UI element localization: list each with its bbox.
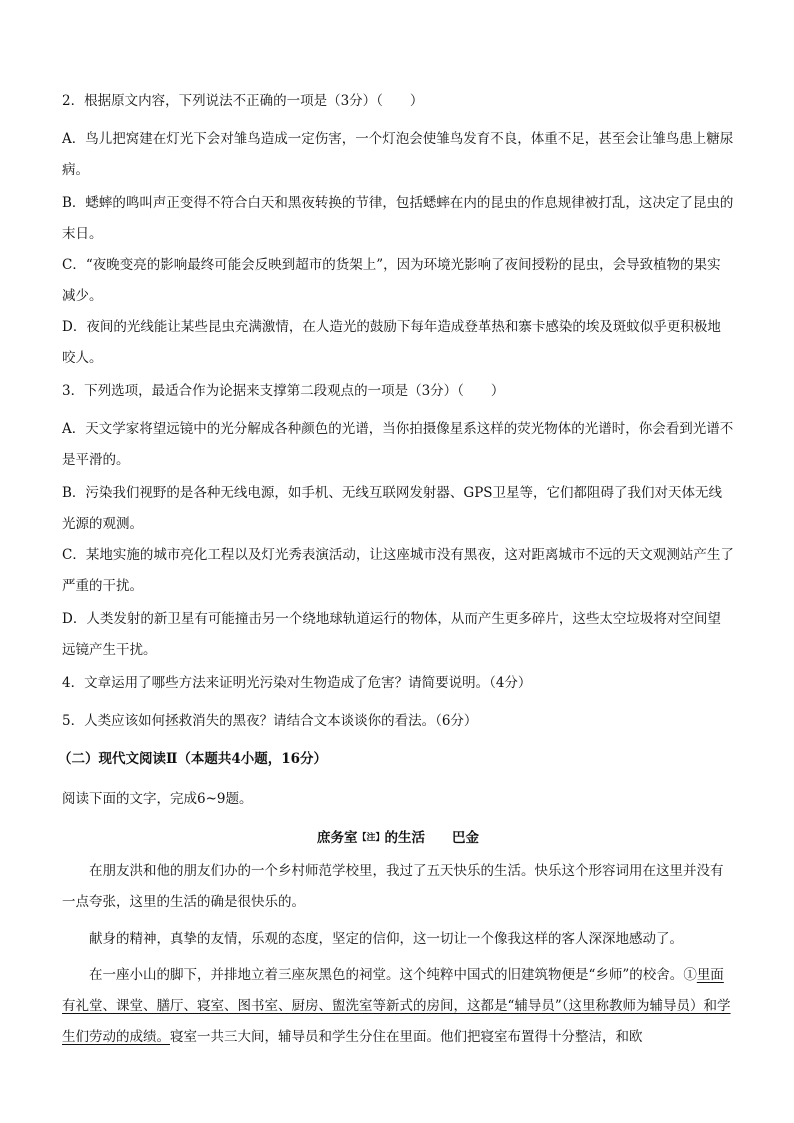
question-2-option-a: A．鸟儿把窝建在灯光下会对雏鸟造成一定伤害，一个灯泡会使雏鸟发育不良，体重不足，甚至会让雏鸟患上糖尿病。 [62,131,734,178]
question-2-option-d: D．夜间的光线能让某些昆虫充满激情，在人造光的鼓励下每年造成登革热和寨卡感染的埃及斑蚊似乎更积极地咬人。 [62,319,721,366]
article-paragraph-3 [62,960,734,1053]
question-3-option-d: D．人类发射的新卫星有可能撞击另一个绕地球轨道运行的物体，从而产生更多碎片，这些太空垃圾将对空间望远镜产生干扰。 [62,611,721,658]
title-footnote-marker: 【注】 [357,833,385,843]
article-title-line [62,823,734,854]
question-3-option-a: A．天文学家将望远镜中的光分解成各种颜色的光谱，当你拍摄像星系这样的荧光物体的光谱时，你会看到光谱不是平滑的。 [62,421,734,468]
paragraph-3-start: 在一座小山的脚下，并排地立着三座灰黑色的祠堂。这个纯粹中国式的旧建筑物便是“乡师”的校舍。 [89,967,684,983]
question-3-option-c: C．某地实施的城市亮化工程以及灯光秀表演活动，让这座城市没有黑夜，这对距离城市不远的天文观测站产生了严重的干扰。 [62,547,734,594]
paragraph-3-end: 寝室一共三大间，辅导员和学生分住在里面。他们把寝室布置得十分整洁，和欧 [170,1029,643,1045]
question-3-option-b: B．污染我们视野的是各种无线电源，如手机、无线互联网发射器、GPS卫星等，它们都阻碍了我们对天体无线光源的观测。 [62,485,723,532]
article-paragraph-2: 献身的精神，真挚的友情，乐观的态度，坚定的信仰，这一切让一个像我这样的客人深深地感动了。 [89,931,683,947]
article-title: 庶务室 [316,830,358,846]
sentence-marker-1: ① [683,967,697,983]
question-2-option-b: B．蟋蟀的鸣叫声正变得不符合白天和黑夜转换的节律，包括蟋蟀在内的昆虫的作息规律被打乱，这决定了昆虫的末日。 [62,195,734,242]
question-5: 5．人类应该如何拯救消失的黑夜？请结合文本谈谈你的看法。（6分） [62,713,478,729]
question-2-option-c: C．“夜晚变亮的影响最终可能会反映到超市的货架上”，因为环境光影响了夜间授粉的昆虫，会导致植物的果实减少。 [62,257,721,304]
question-4: 4．文章运用了哪些方法来证明光污染对生物造成了危害？请简要说明。（4分） [62,675,532,691]
section-instruction: 阅读下面的文字，完成6~9题。 [62,791,253,807]
underlined-sentence-1: 里面有礼堂、课堂、膳厅、寝室、图书室、厨房、盥洗室等新式的房间，这都是“辅导员”（这里称教师为辅导员）和学生们劳动的成绩。 [62,967,731,1045]
article-title-rest: 的生活 [384,830,425,846]
article-paragraph-1: 在朋友洪和他的朋友们办的一个乡村师范学校里，我过了五天快乐的生活。快乐这个形容词用在这里并没有一点夸张，这里的生活的确是很快乐的。 [62,863,724,910]
question-3-stem: 3．下列选项，最适合作为论据来支撑第二段观点的一项是（3分）（ ） [62,383,505,399]
question-2-stem: 2．根据原文内容，下列说法不正确的一项是（3分）（ ） [62,93,424,109]
article-author: 巴金 [452,830,479,846]
section-heading: （二）现代文阅读Ⅱ（本题共4小题，16分） [58,751,328,767]
